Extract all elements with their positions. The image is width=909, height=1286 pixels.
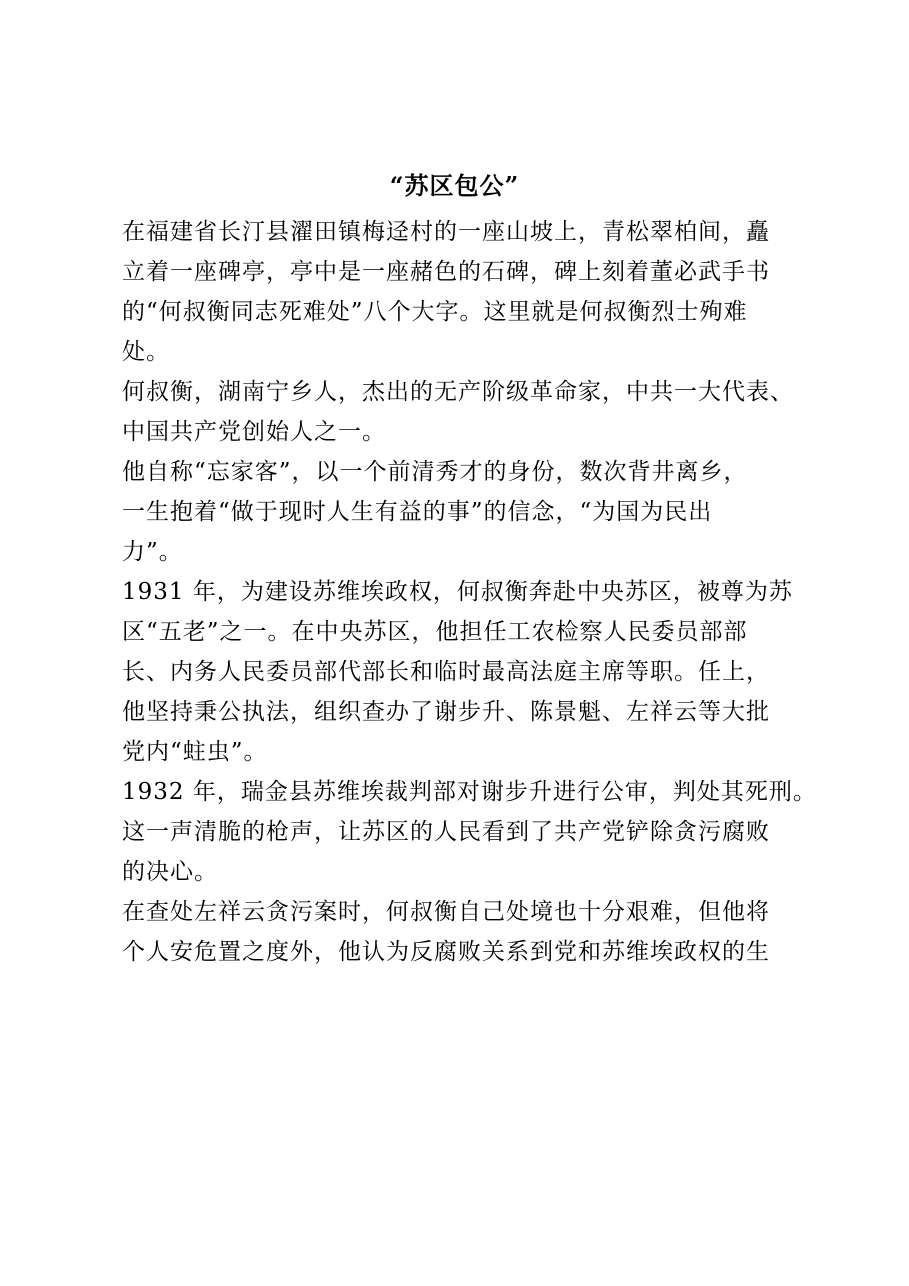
- text-line: 党内“蛀虫”。: [122, 739, 268, 765]
- text-line: 他自称“忘家客”，以一个前清秀才的身份，数次背井离乡，: [122, 459, 748, 485]
- text-line: 个人安危置之度外，他认为反腐败关系到党和苏维埃政权的生: [122, 939, 770, 965]
- text-line: 何叔衡，湖南宁乡人，杰出的无产阶级革命家，中共一大代表、: [122, 379, 794, 405]
- text-line: 在福建省长汀县濯田镇梅迳村的一座山坡上，青松翠柏间，矗: [122, 219, 770, 245]
- text-line: 一生抱着“做于现时人生有益的事”的信念，“为国为民出: [122, 499, 713, 525]
- document-title: “苏区包公”: [389, 171, 520, 200]
- text-line: 长、内务人民委员部代部长和临时最高法庭主席等职。任上，: [122, 659, 770, 685]
- text-line: 1931 年，为建设苏维埃政权，何叔衡奔赴中央苏区，被尊为苏: [122, 579, 793, 605]
- text-line: 这一声清脆的枪声，让苏区的人民看到了共产党铲除贪污腐败: [122, 819, 770, 845]
- document-body: [122, 212, 822, 972]
- text-line: 中国共产党创始人之一。: [122, 419, 386, 445]
- text-line: 的决心。: [122, 859, 218, 885]
- text-line: 的“何叔衡同志死难处”八个大字。这里就是何叔衡烈士殉难: [122, 299, 748, 325]
- text-line: 处。: [122, 339, 170, 365]
- text-line: 他坚持秉公执法，组织查办了谢步升、陈景魁、左祥云等大批: [122, 699, 770, 725]
- text-line: 1932 年，瑞金县苏维埃裁判部对谢步升进行公审，判处其死刑。: [122, 779, 817, 805]
- text-line: 立着一座碑亭，亭中是一座赭色的石碑，碑上刻着董必武手书: [122, 259, 770, 285]
- text-line: 在查处左祥云贪污案时，何叔衡自己处境也十分艰难，但他将: [122, 899, 770, 925]
- text-line: 区“五老”之一。在中央苏区，他担任工农检察人民委员部部: [122, 619, 748, 645]
- text-line: 力”。: [122, 539, 183, 565]
